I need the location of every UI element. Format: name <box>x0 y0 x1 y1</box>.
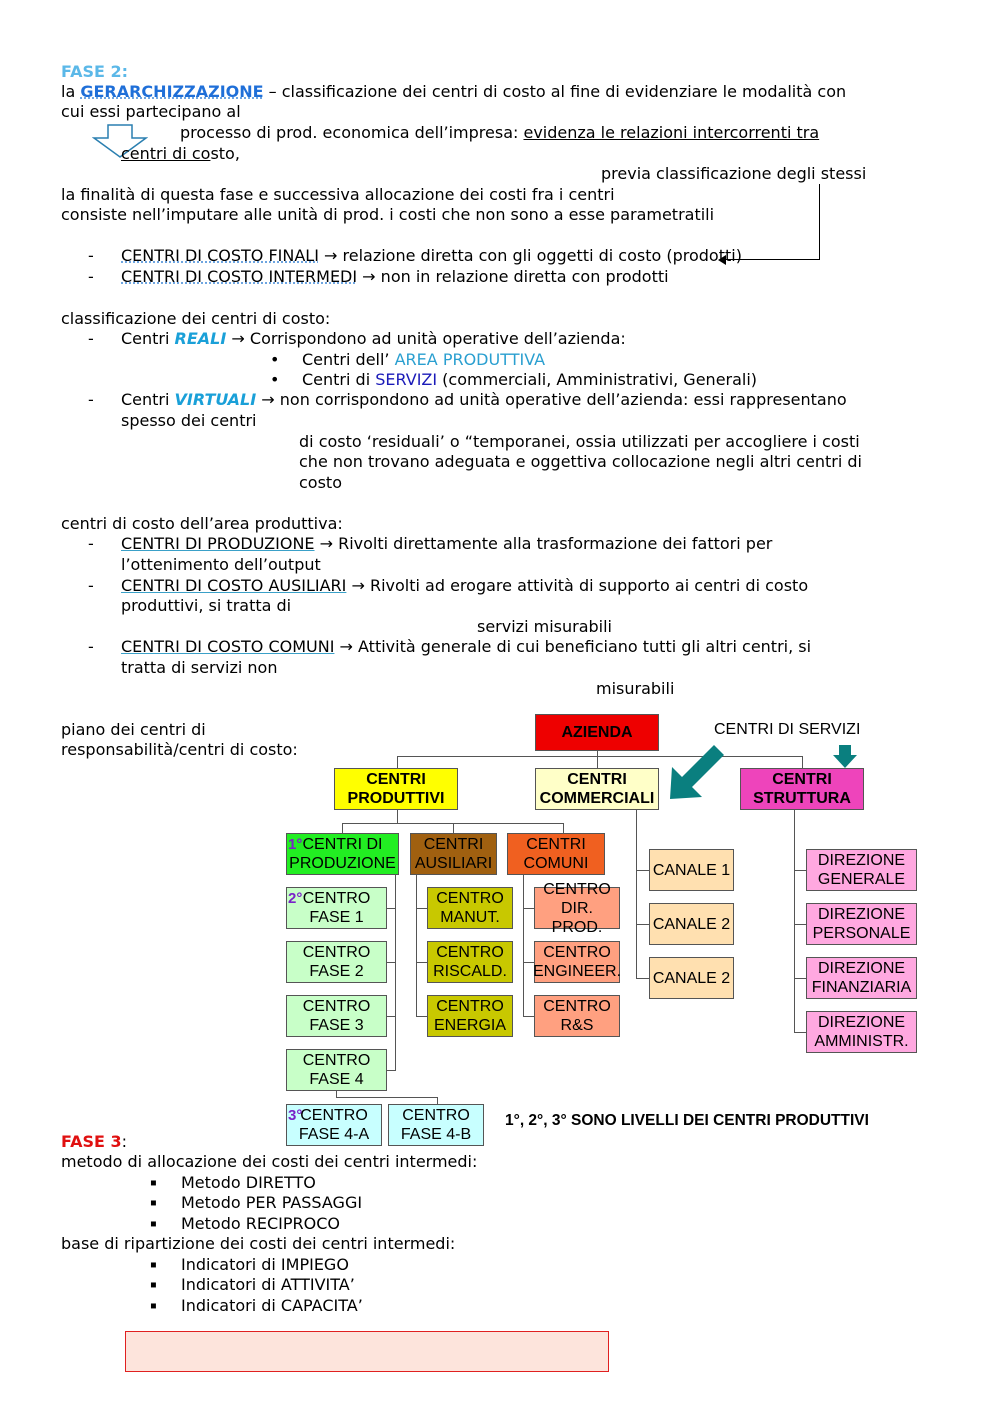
dash: - <box>88 576 94 595</box>
centri-ausiliari-line2: produttivi, si tratta di <box>121 596 292 615</box>
centri-produzione-box: CENTRI DI PRODUZIONE <box>286 833 399 875</box>
virtuali-line4: che non trovano adeguata e oggettiva collocazione negli altri centri di <box>299 452 862 471</box>
dash: - <box>88 637 94 656</box>
intermediate-cost-centers-item: - <box>88 267 94 286</box>
level3-label: 3° <box>288 1107 303 1124</box>
fase2-line5: previa classificazione degli stessi <box>601 164 867 183</box>
connector-line <box>819 184 820 260</box>
indicator-item: ▪ <box>150 1279 157 1291</box>
centri-servizi-label: CENTRI DI SERVIZI <box>714 721 861 738</box>
piano-line1: piano dei centri di <box>61 720 206 739</box>
centri-ausiliari-line3: servizi misurabili <box>477 617 612 636</box>
direzione-finanziaria-box: DIREZIONE FINANZIARIA <box>806 957 917 999</box>
method-item: ▪ <box>150 1218 157 1230</box>
fase2-line3: processo di prod. economica dell’impresa: evidenza le relazioni intercorrenti tra <box>180 123 820 142</box>
centri-ausiliari-box: CENTRI AUSILIARI <box>410 833 497 875</box>
centri-comuni-line: CENTRI DI COSTO COMUNI → Attività generale di cui beneficiano tutti gli altri centri, si <box>121 637 812 656</box>
centri-comuni-box: CENTRI COMUNI <box>507 833 605 875</box>
fase3-title: FASE 3: <box>61 1132 128 1151</box>
area-title: centri di costo dell’area produttiva: <box>61 514 343 533</box>
virtuali-line2: spesso dei centri <box>121 411 257 430</box>
virtuali-line: Centri VIRTUALI → non corrispondono ad unità operative dell’azienda: essi rappresentano <box>121 390 847 409</box>
bullet-dot: • <box>270 370 280 389</box>
fase3-line1: metodo di allocazione dei costi dei centri intermedi: <box>61 1152 478 1171</box>
centro-fase4b-box: CENTRO FASE 4-B <box>388 1104 484 1146</box>
indicator-item: ▪ <box>150 1300 157 1312</box>
direzione-amministr-box: DIREZIONE AMMINISTR. <box>806 1011 917 1053</box>
centro-fase3-box: CENTRO FASE 3 <box>286 995 387 1037</box>
dash: - <box>88 329 94 348</box>
centri-produttivi-box: CENTRI PRODUTTIVI <box>334 768 458 810</box>
indicator-item-label: Indicatori di ATTIVITA’ <box>181 1275 355 1294</box>
centro-fase4-box: CENTRO FASE 4 <box>286 1049 387 1091</box>
final-cost-centers-item: - <box>88 246 94 265</box>
piano-line2: responsabilità/centri di costo: <box>61 740 298 759</box>
centri-produzione-line2: l’ottenimento dell’output <box>121 555 321 574</box>
centri-comuni-line3: misurabili <box>596 679 675 698</box>
direzione-personale-box: DIREZIONE PERSONALE <box>806 903 917 945</box>
indicator-item-label: Indicatori di CAPACITA’ <box>181 1296 363 1315</box>
servizi-bullet: Centri di SERVIZI (commerciali, Amministrativi, Generali) <box>302 370 758 389</box>
centro-fase1-box: CENTRO FASE 1 <box>286 887 387 929</box>
fase2-line4: centri di costo, <box>121 144 240 163</box>
final-cost-centers-text: CENTRI DI COSTO FINALI → relazione diretta con gli oggetti di costo (prodotti) <box>121 246 742 265</box>
method-item: ▪ <box>150 1177 157 1189</box>
method-item-label: Metodo DIRETTO <box>181 1173 316 1192</box>
centro-engineer-box: CENTRO ENGINEER. <box>534 941 620 983</box>
fase2-line6: la finalità di questa fase e successiva allocazione dei costi fra i centri <box>61 185 615 204</box>
reali-line: Centri REALI → Corrispondono ad unità operative dell’azienda: <box>121 329 626 348</box>
centro-fase4a-box: CENTRO FASE 4-A <box>286 1104 382 1146</box>
method-item-label: Metodo PER PASSAGGI <box>181 1193 363 1212</box>
centri-produzione-line: CENTRI DI PRODUZIONE → Rivolti direttamente alla trasformazione dei fattori per <box>121 534 773 553</box>
fase2-line2: cui essi partecipano al <box>61 102 241 121</box>
canale2b-box: CANALE 2 <box>649 957 734 999</box>
level2-label: 2° <box>288 890 303 907</box>
intermediate-cost-centers-text: CENTRI DI COSTO INTERMEDI → non in relazione diretta con prodotti <box>121 267 669 286</box>
direzione-generale-box: DIREZIONE GENERALE <box>806 849 917 891</box>
centri-comuni-line2: tratta di servizi non <box>121 658 278 677</box>
level1-label: 1° <box>288 836 303 853</box>
canale1-box: CANALE 1 <box>649 849 734 891</box>
method-item-label: Metodo RECIPROCO <box>181 1214 340 1233</box>
arrow-down-left-icon <box>668 745 724 801</box>
fase2-line7: consiste nell’imputare alle unità di prod. i costi che non sono a esse parametratili <box>61 205 715 224</box>
area-produttiva-bullet: Centri dell’ AREA PRODUTTIVA <box>302 350 546 369</box>
centri-ausiliari-line: CENTRI DI COSTO AUSILIARI → Rivolti ad erogare attività di supporto ai centri di costo <box>121 576 809 595</box>
fase3-line2: base di ripartizione dei costi dei centri intermedi: <box>61 1234 456 1253</box>
indicator-item: ▪ <box>150 1259 157 1271</box>
centro-fase2-box: CENTRO FASE 2 <box>286 941 387 983</box>
centro-rs-box: CENTRO R&S <box>534 995 620 1037</box>
indicator-item-label: Indicatori di IMPIEGO <box>181 1255 349 1274</box>
centri-struttura-box: CENTRI STRUTTURA <box>740 768 864 810</box>
dash: - <box>88 390 94 409</box>
method-item: ▪ <box>150 1197 157 1209</box>
canale2a-box: CANALE 2 <box>649 903 734 945</box>
empty-highlight-box <box>125 1331 609 1372</box>
centro-dirprod-box: CENTRO DIR. PROD. <box>534 887 620 929</box>
fase2-title: FASE 2: <box>61 62 129 81</box>
centro-manut-box: CENTRO MANUT. <box>427 887 513 929</box>
azienda-box: AZIENDA <box>535 714 659 751</box>
arrow-down-icon <box>833 745 857 769</box>
virtuali-line5: costo <box>299 473 342 492</box>
virtuali-line3: di costo ‘residuali’ o “temporanei, ossia utilizzati per accogliere i costi <box>299 432 860 451</box>
fase2-line1: la GERARCHIZZAZIONE – classificazione dei centri di costo al fine di evidenziare le modalità con <box>61 82 847 101</box>
centro-riscald-box: CENTRO RISCALD. <box>427 941 513 983</box>
levels-note: 1°, 2°, 3° SONO LIVELLI DEI CENTRI PRODUTTIVI <box>505 1112 869 1129</box>
gerarchizzazione-term: GERARCHIZZAZIONE <box>80 82 264 101</box>
dash: - <box>88 534 94 553</box>
bullet-dot: • <box>270 350 280 369</box>
centro-energia-box: CENTRO ENERGIA <box>427 995 513 1037</box>
classif-title: classificazione dei centri di costo: <box>61 309 331 328</box>
centri-commerciali-box: CENTRI COMMERCIALI <box>535 768 659 810</box>
